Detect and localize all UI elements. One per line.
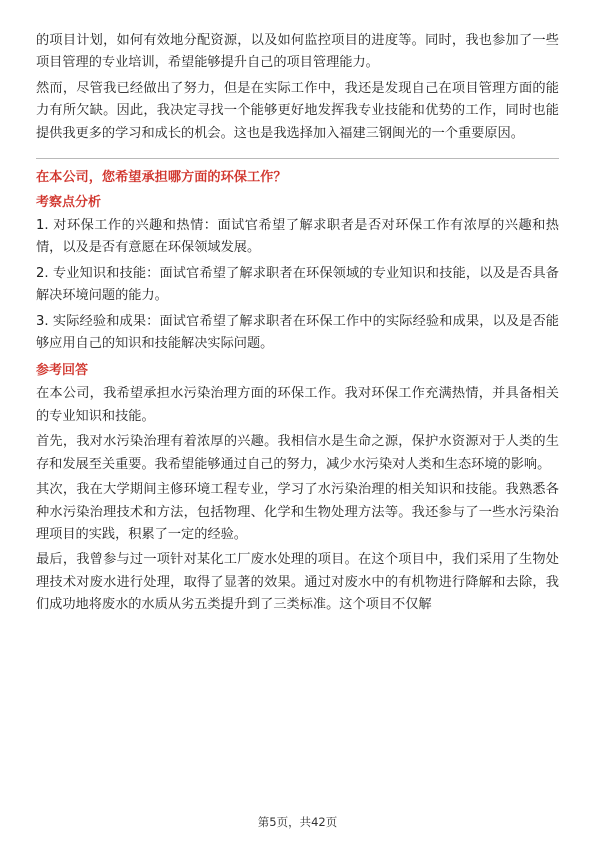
intro-paragraph-1: 的项目计划，如何有效地分配资源，以及如何监控项目的进度等。同时，我也参加了一些项目管理的专业培训，希望能够提升自己的项目管理能力。 <box>36 33 559 71</box>
answer-paragraph-2: 首先，我对水污染治理有着浓厚的兴趣。我相信水是生命之源，保护水资源对于人类的生存和发展至关重要。我希望能够通过自己的努力，减少水污染对人类和生态环境的影响。 <box>36 434 559 472</box>
page-content <box>36 30 559 620</box>
answer-paragraph-1: 在本公司，我希望承担水污染治理方面的环保工作。我对环保工作充满热情，并具备相关的专业知识和技能。 <box>36 386 559 424</box>
analysis-point-2: 2. 专业知识和技能：面试官希望了解求职者在环保领域的专业知识和技能，以及是否具备解决环境问题的能力。 <box>36 265 559 304</box>
intro-paragraph-2: 然而，尽管我已经做出了努力，但是在实际工作中，我还是发现自己在项目管理方面的能力有所欠缺。因此，我决定寻找一个能够更好地发挥我专业技能和优势的工作，同时也能提供我更多的学习和成长的机会。这也是我选择加入福建三钢闽光的一个重要原因。 <box>36 80 559 141</box>
analysis-point-1: 1. 对环保工作的兴趣和热情：面试官希望了解求职者是否对环保工作有浓厚的兴趣和热情，以及是否有意愿在环保领域发展。 <box>36 218 559 256</box>
answer-paragraph-4: 最后，我曾参与过一项针对某化工厂废水处理的项目。在这个项目中，我们采用了生物处理技术对废水进行处理，取得了显著的效果。通过对废水中的有机物进行降解和去除，我们成功地将废水的水质从劣五类提升到了三类标准。这个项目不仅解 <box>36 552 559 613</box>
answer-title: 参考回答 <box>36 363 89 379</box>
analysis-title: 考察点分析 <box>36 195 102 211</box>
page-number: 第5页，共42页 <box>257 815 338 829</box>
question-heading: 在本公司，您希望承担哪方面的环保工作？ <box>36 170 287 186</box>
section-divider <box>36 158 559 159</box>
analysis-point-3: 3. 实际经验和成果：面试官希望了解求职者在环保工作中的实际经验和成果，以及是否能够应用自己的知识和技能解决实际问题。 <box>36 313 559 352</box>
answer-paragraph-3: 其次，我在大学期间主修环境工程专业，学习了水污染治理的相关知识和技能。我熟悉各种水污染治理技术和方法，包括物理、化学和生物处理方法等。我还参与了一些水污染治理项目的实践，积累了一定的经验。 <box>36 482 559 542</box>
